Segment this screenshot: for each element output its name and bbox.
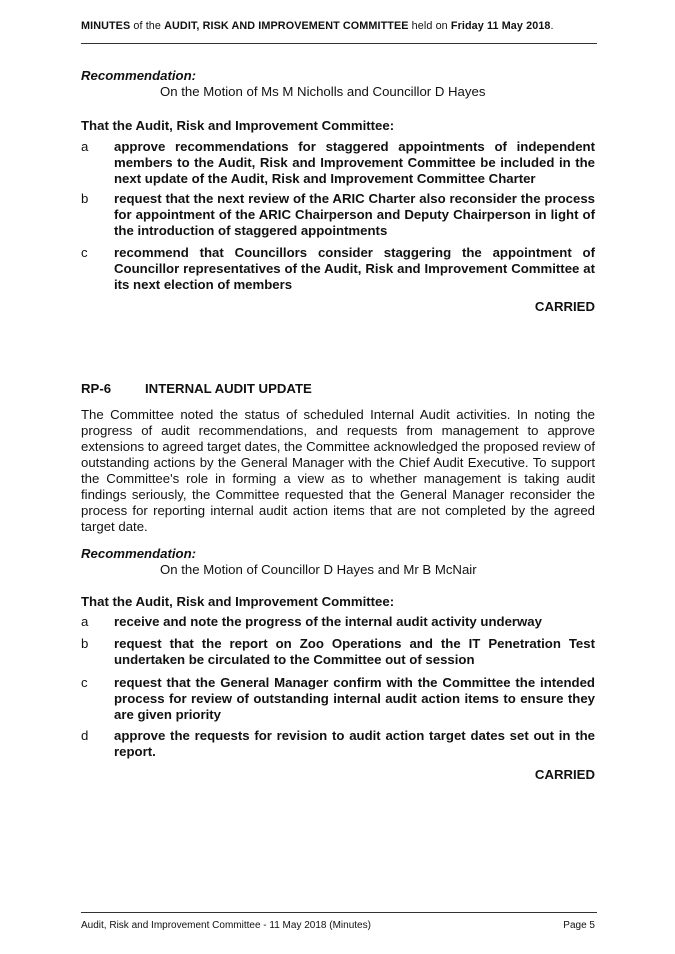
item-text: request that the General Manager confirm with the Committee the intended process for review of outstanding internal audit action items to ensure they are given priority [114,675,595,723]
item-text: request that the report on Zoo Operations and the IT Penetration Test undertaken be circulated to the Committee out of session [114,636,595,668]
footer-title: Audit, Risk and Improvement Committee - 11 May 2018 (Minutes) [81,920,371,931]
header-part: Friday 11 May 2018 [450,20,551,32]
item-label: a [81,139,89,154]
section-heading [81,381,595,396]
resolution-item [81,675,595,724]
page-footer [81,920,595,931]
footer-divider [81,912,597,913]
item-label: c [81,245,88,260]
committee-resolution: That the Audit, Risk and Improvement Committee: [81,118,395,133]
motion-text: On the Motion of Councillor D Hayes and Mr B McNair [160,562,477,577]
page-header [81,20,597,32]
section-title: INTERNAL AUDIT UPDATE [145,381,312,396]
recommendation-label: Recommendation: [81,68,197,83]
recommendation-heading [81,546,595,577]
header-part: . [550,20,554,32]
resolution-item [81,636,595,668]
resolution-item [81,614,595,630]
item-text: approve the requests for revision to audit action target dates set out in the report. [114,728,595,760]
item-label: c [81,675,88,690]
item-label: b [81,191,89,206]
page-number: Page 5 [563,920,595,931]
section-number: RP-6 [81,381,112,396]
header-part: AUDIT, RISK AND IMPROVEMENT COMMITTEE [164,20,409,32]
recommendation-label: Recommendation: [81,546,197,561]
item-text: recommend that Councillors consider staggering the appointment of Councillor representatives of the Audit, Risk and Improvement Committee at its next election of members [114,245,595,293]
item-text: request that the next review of the ARIC Charter also reconsider the process for appointment of the ARIC Chairperson and Deputy Chairperson in light of the introduction of staggered appointments [114,191,595,239]
item-text: receive and note the progress of the internal audit activity underway [114,614,542,629]
carried-label: CARRIED [534,299,595,314]
item-label: d [81,728,89,743]
item-label: a [81,614,89,629]
header-part: MINUTES [81,20,131,32]
carried-label: CARRIED [534,767,595,782]
committee-resolution: That the Audit, Risk and Improvement Committee: [81,594,395,609]
recommendation-heading [81,68,595,99]
header-divider [81,43,597,44]
resolution-item [81,139,595,188]
header-part: of the [130,20,165,32]
section-paragraph: The Committee noted the status of scheduled Internal Audit activities. In noting the progress of audit recommendations, and requests from management to approve extensions to agreed target dates, the Committee acknowledged the proposed review of outstanding actions by the General Manager with the Chief Audit Executive. To support the Committee's role in forming a view as to whether management is taking audit findings seriously, the Committee requested that the General Manager reconsider the process for reporting internal audit action items that are not completed by the agreed target date. [81,407,595,534]
motion-text: On the Motion of Ms M Nicholls and Councillor D Hayes [160,84,486,99]
resolution-item [81,245,595,294]
item-text: approve recommendations for staggered appointments of independent members to the Audit, Risk and Improvement Committee be included in the next update of the Audit, Risk and Improvement Committee Charter [114,139,595,187]
item-label: b [81,636,89,651]
resolution-item [81,728,595,760]
header-part: held on [408,20,451,32]
resolution-item [81,191,595,240]
